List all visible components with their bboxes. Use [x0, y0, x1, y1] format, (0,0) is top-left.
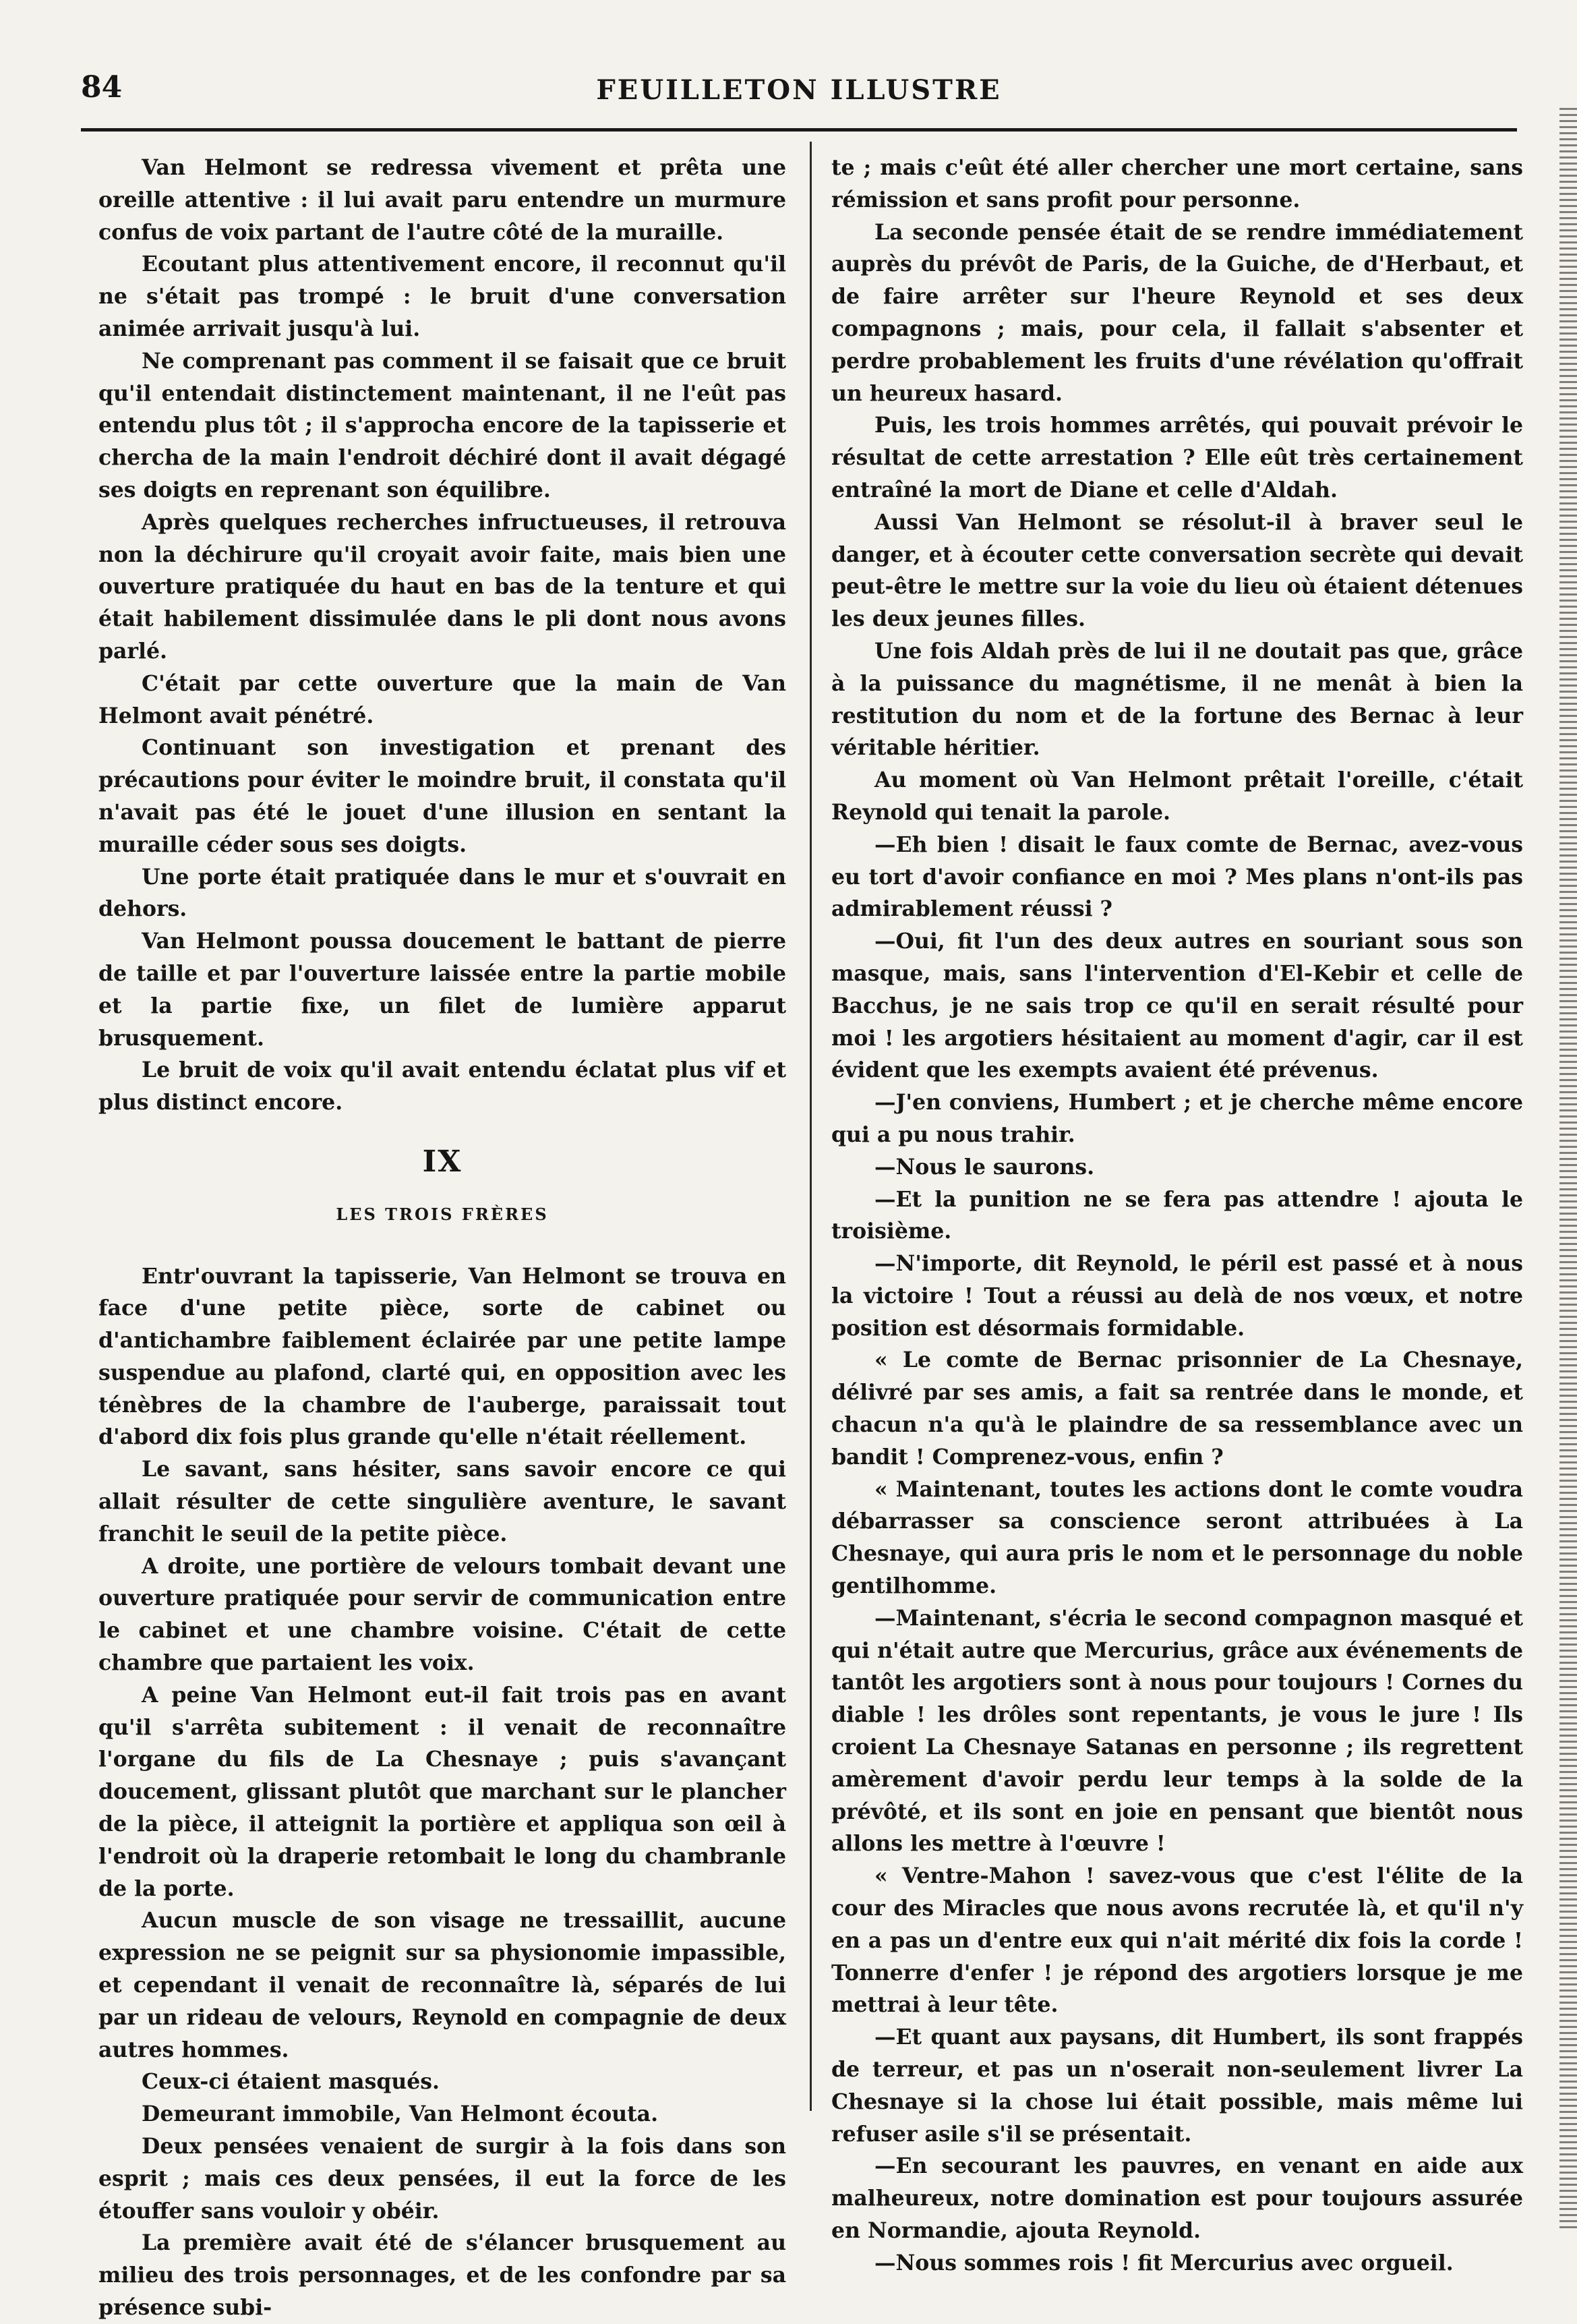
paragraph: Van Helmont se redressa vivement et prêta une oreille attentive : il lui avait paru entendre un murmure confus de voix partant de l'autre côté de la muraille.	[98, 155, 786, 245]
paragraph: Le bruit de voix qu'il avait entendu éclatat plus vif et plus distinct encore.	[98, 1057, 786, 1115]
paragraph: Deux pensées venaient de surgir à la fois dans son esprit ; mais ces deux pensées, il eut la force de les étouffer sans vouloir y obéir.	[98, 2134, 786, 2224]
paragraph: —Eh bien ! disait le faux comte de Bernac, avez-vous eu tort d'avoir confiance en moi ? Mes plans n'ont-ils pas admirablement réussi ?	[831, 832, 1523, 922]
paragraph: Ne comprenant pas comment il se faisait que ce bruit qu'il entendait distinctement maintenant, il ne l'eût pas entendu plus tôt ; il s'approcha encore de la tapisserie et chercha de la main l'endroit déchiré dont il avait dégagé ses doigts en reprenant son équilibre.	[98, 348, 786, 502]
paragraph: —N'importe, dit Reynold, le péril est passé et à nous la victoire ! Tout a réussi au delà de nos vœux, et notre position est désormais formidable.	[831, 1251, 1523, 1341]
paragraph: Puis, les trois hommes arrêtés, qui pouvait prévoir le résultat de cette arrestation ? Elle eût très certainement entraîné la mort de Diane et celle d'Aldah.	[831, 413, 1523, 502]
paragraph: —Et la punition ne se fera pas attendre ! ajouta le troisième.	[831, 1186, 1523, 1244]
paragraph: —En secourant les pauvres, en venant en aide aux malheureux, notre domination est pour toujours assurée en Normandie, ajouta Reynold.	[831, 2153, 1523, 2243]
paragraph: —Nous le saurons.	[874, 1154, 1095, 1180]
paragraph: Après quelques recherches infructueuses, il retrouva non la déchirure qu'il croyait avoir faite, mais bien une ouverture pratiquée du haut en bas de la tenture et qui était habilement dissimulée dans le pli dont nous avons parlé.	[98, 509, 786, 664]
paragraph: —Et quant aux paysans, dit Humbert, ils sont frappés de terreur, et pas un n'oserait non-seulement livrer La Chesnaye si la chose lui était possible, mais même lui refuser asile s'il se présentait.	[831, 2025, 1523, 2147]
paragraph: —Nous sommes rois ! fit Mercurius avec orgueil.	[874, 2250, 1454, 2275]
paragraph: « Maintenant, toutes les actions dont le comte voudra débarrasser sa conscience seront attribuées à La Chesnaye, qui aura pris le nom et le personnage du noble gentilhomme.	[831, 1476, 1523, 1599]
running-title: FEUILLETON ILLUSTRE	[596, 74, 1002, 106]
paragraph: Van Helmont poussa doucement le battant de pierre de taille et par l'ouverture laissée entre la partie mobile et la partie fixe, un filet de lumière apparut brusquement.	[98, 929, 786, 1051]
paragraph: Continuant son investigation et prenant des précautions pour éviter le moindre bruit, il constata qu'il n'avait pas été le jouet d'une illusion en sentant la muraille céder sous ses doigts.	[98, 735, 786, 857]
right-column	[831, 152, 1523, 2275]
paragraph: —J'en conviens, Humbert ; et je cherche même encore qui a pu nous trahir.	[831, 1090, 1523, 1147]
right-paragraphs	[831, 216, 1523, 2279]
paragraph: Aucun muscle de son visage ne tressaillit, aucune expression ne se peignit sur sa physionomie impassible, et cependant il venait de reconnaître là, séparés de lui par un rideau de velours, Reynold en compagnie de deux autres hommes.	[98, 1908, 786, 2062]
paragraph: Entr'ouvrant la tapisserie, Van Helmont se trouva en face d'une petite pièce, sorte de cabinet ou d'antichambre faiblement éclairée par une petite lampe suspendue au plafond, clarté qui, en opposition avec les ténèbres de la chambre de l'auberge, paraissait tout d'abord dix fois plus grande qu'elle n'était réellement.	[98, 1263, 786, 1450]
paragraph: « Ventre-Mahon ! savez-vous que c'est l'élite de la cour des Miracles que nous avons recrutée là, et qu'il n'y en a pas un d'entre eux qui n'ait mérité dix fois la corde ! Tonnerre d'enfer ! je répond des argotiers lorsque je me mettrai à leur tête.	[831, 1863, 1523, 2018]
left-column	[98, 152, 786, 2320]
paragraph: C'était par cette ouverture que la main de Van Helmont avait pénétré.	[98, 670, 786, 728]
paragraph: Demeurant immobile, Van Helmont écouta.	[142, 2101, 659, 2127]
chapter-number: IX	[422, 1144, 463, 1179]
left-paragraphs-after	[98, 1260, 786, 2324]
paragraph: Ceux-ci étaient masqués.	[142, 2069, 440, 2095]
column-divider	[810, 142, 812, 2111]
paragraph: La première avait été de s'élancer brusquement au milieu des trois personnages, et de les confondre par sa présence subi-	[98, 2230, 786, 2320]
page-number: 84	[81, 70, 123, 105]
paragraph: —Maintenant, s'écria le second compagnon masqué et qui n'était autre que Mercurius, grâce aux événements de tantôt les argotiers sont à nous pour toujours ! Cornes du diable ! les drôles sont repentants, je vous le jure ! Ils croient La Chesnaye Satanas en personne ; ils regrettent amèrement d'avoir perdu leur temps à la solde de la prévôté, et ils sont en joie en pensant que bientôt nous allons les mettre à l'œuvre !	[831, 1605, 1523, 1857]
paragraph: Ecoutant plus attentivement encore, il reconnut qu'il ne s'était pas trompé : le bruit d'une conversation animée arrivait jusqu'à lui.	[98, 252, 786, 341]
left-paragraphs-before	[98, 152, 786, 1119]
paragraph: Une porte était pratiquée dans le mur et s'ouvrait en dehors.	[98, 864, 786, 922]
header-rule	[81, 128, 1517, 132]
continuation-paragraph: te ; mais c'eût été aller chercher une mort certaine, sans rémission et sans profit pour personne.	[831, 155, 1523, 212]
paragraph: Au moment où Van Helmont prêtait l'oreille, c'était Reynold qui tenait la parole.	[831, 767, 1523, 825]
paragraph: —Oui, fit l'un des deux autres en souriant sous son masque, mais, sans l'intervention d'El-Kebir et celle de Bacchus, je ne sais trop ce qu'il en serait résulté pour moi ! les argotiers hésitaient au moment d'agir, car il est évident que les exempts avaient été prévenus.	[831, 929, 1523, 1083]
paragraph: A droite, une portière de velours tombait devant une ouverture pratiquée pour servir de communication entre le cabinet et une chambre voisine. C'était de cette chambre que partaient les voix.	[98, 1553, 786, 1676]
paragraph: Le savant, sans hésiter, sans savoir encore ce qui allait résulter de cette singulière aventure, le savant franchit le seuil de la petite pièce.	[98, 1457, 786, 1546]
chapter-title: LES TROIS FRÈRES	[336, 1204, 549, 1224]
scan-edge	[1559, 108, 1577, 2231]
paragraph: A peine Van Helmont eut-il fait trois pas en avant qu'il s'arrêta subitement : il venait de reconnaître l'organe du fils de La Chesnaye ; puis s'avançant doucement, glissant plutôt que marchant sur le plancher de la pièce, il atteignit la portière et appliqua son œil à l'endroit où la draperie retombait le long du chambranle de la porte.	[98, 1682, 786, 1901]
page-header	[81, 70, 1517, 117]
paragraph: Aussi Van Helmont se résolut-il à braver seul le danger, et à écouter cette conversation secrète qui devait peut-être le mettre sur la voie du lieu où étaient détenues les deux jeunes filles.	[831, 509, 1523, 632]
paragraph: Une fois Aldah près de lui il ne doutait pas que, grâce à la puissance du magnétisme, il ne menât à bien la restitution du nom et de la fortune des Bernac à leur véritable héritier.	[831, 638, 1523, 761]
paragraph: « Le comte de Bernac prisonnier de La Chesnaye, délivré par ses amis, a fait sa rentrée dans le monde, et chacun n'a qu'à le plaindre de sa ressemblance avec un bandit ! Comprenez-vous, enfin ?	[831, 1347, 1523, 1470]
paragraph: La seconde pensée était de se rendre immédiatement auprès du prévôt de Paris, de la Guiche, de d'Herbaut, et de faire arrêter sur l'heure Reynold et ses deux compagnons ; mais, pour cela, il fallait s'absenter et perdre probablement les fruits d'une révélation qu'offrait un heureux hasard.	[831, 219, 1523, 406]
